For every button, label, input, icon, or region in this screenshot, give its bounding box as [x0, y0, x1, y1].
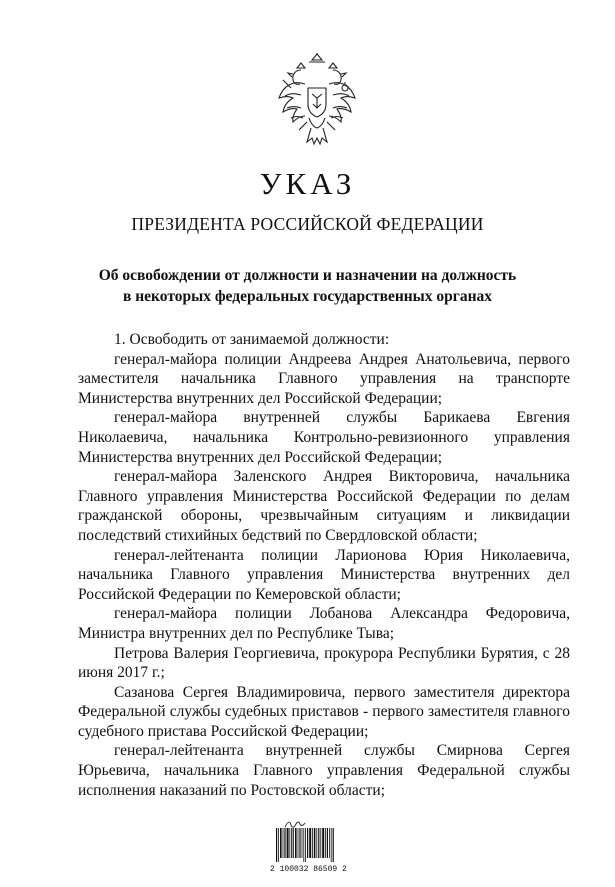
paragraph-zalensky: генерал-майора Заленского Андрея Викторовича, начальника Главного управления Министерства Российской Федерации по делам гражданской обороны, чрезвычайным ситуациям и ликвидации последствий стихийных бедствий по Свердловской области;: [78, 468, 570, 544]
decree-heading-line-1: Об освобождении от должности и назначении на должность: [98, 267, 517, 284]
decree-issuer: ПРЕЗИДЕНТА РОССИЙСКОЙ ФЕДЕРАЦИИ: [131, 214, 484, 234]
double-headed-eagle-icon: [275, 52, 359, 150]
paragraph-petrov: Петрова Валерия Георгиевича, прокурора Республики Бурятия, с 28 июня 2017 г.;: [78, 644, 570, 682]
decree-heading: [60, 265, 555, 307]
paragraph-sazanov: Сазанова Сергея Владимировича, первого заместителя директора Федеральной службы судебных приставов - первого заместителя главного судебного пристава Российской Федерации;: [78, 683, 570, 740]
decree-heading-line-2: в некоторых федеральных государственных органах: [123, 288, 492, 305]
paragraph-barikaev: генерал-майора внутренней службы Барикаева Евгения Николаевича, начальника Контрольно-ревизионного управления Министерства внутренних дел Российской Федерации;: [78, 409, 570, 466]
paragraph-andreev: генерал-майора полиции Андреева Андрея Анатольевича, первого заместителя начальника Главного управления на транспорте Министерства внутренних дел Российской Федерации;: [78, 350, 570, 407]
paragraph-larionov: генерал-лейтенанта полиции Ларионова Юрия Николаевича, начальника Главного управления Министерства внутренних дел Российской Федерации по Кемеровской области;: [78, 546, 570, 603]
paragraph-item-1: 1. Освободить от занимаемой должности:: [114, 331, 390, 348]
barcode-bars-icon: [276, 828, 334, 862]
barcode-number: 2 100032 86509 2: [270, 865, 347, 874]
barcode: [270, 818, 347, 880]
decree-body: [78, 330, 570, 800]
decree-title: УКАЗ: [259, 166, 356, 201]
paragraph-lobanov: генерал-майора полиции Лобанова Александра Федоровича, Министра внутренних дел по Республике Тыва;: [78, 605, 570, 642]
state-emblem: [275, 52, 359, 150]
paragraph-smirnov: генерал-лейтенанта внутренней службы Смирнова Сергея Юрьевича, начальника Главного управления Федеральной службы исполнения наказаний по Ростовской области;: [78, 742, 570, 799]
